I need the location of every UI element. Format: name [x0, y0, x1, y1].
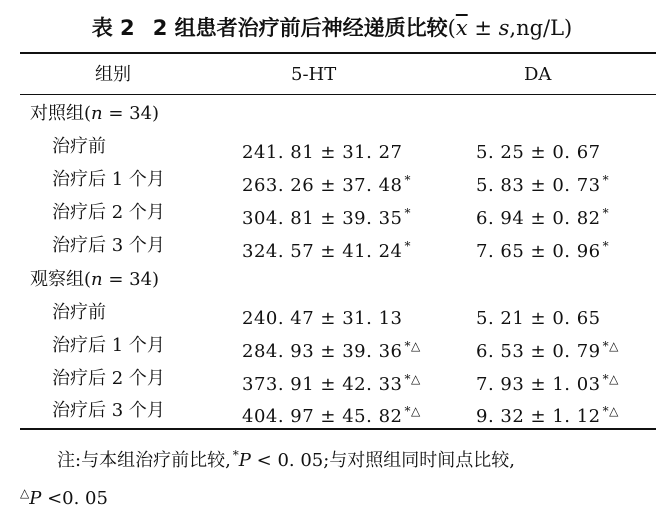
row-label: 治疗前 [52, 136, 106, 157]
significance-mark: *△ [404, 404, 421, 418]
value-da: 5. 21 ± 0. 65 [476, 308, 601, 329]
group-label-control: 对照组(n = 34) [30, 103, 160, 124]
sd-symbol: s [498, 16, 510, 40]
mean-symbol: $\overline{x}$ [455, 16, 468, 40]
significance-mark: *△ [602, 339, 619, 353]
value-5ht: 304. 81 ± 39. 35 * [242, 206, 411, 229]
table-number: 表 2 [91, 16, 135, 40]
significance-mark: *△ [602, 372, 619, 386]
note-triangle: △ [20, 486, 30, 500]
plus-minus: ± [467, 16, 499, 40]
significance-mark: * [404, 239, 411, 253]
table-note-line1: 注:与本组治疗前比较, *P < 0. 05;与对照组同时间点比较, [57, 448, 516, 471]
note-star: * [232, 448, 239, 462]
significance-mark: * [404, 206, 411, 220]
value-da: 7. 65 ± 0. 96 * [476, 239, 610, 262]
row-label: 治疗后 2 个月 [52, 202, 165, 223]
significance-mark: * [602, 239, 610, 253]
row-label: 治疗后 3 个月 [52, 400, 165, 421]
row-label: 治疗后 3 个月 [52, 235, 165, 256]
header-da: DA [524, 64, 552, 85]
header-group: 组别 [95, 64, 131, 85]
value-da: 6. 53 ± 0. 79 *△ [476, 339, 619, 362]
significance-mark: *△ [602, 404, 619, 418]
table-note-line2: △P <0. 05 [20, 486, 108, 509]
unit-text: ,ng/L) [509, 16, 573, 40]
value-da: 6. 94 ± 0. 82 * [476, 206, 610, 229]
value-da: 5. 83 ± 0. 73 * [476, 173, 610, 196]
value-5ht: 324. 57 ± 41. 24 * [242, 239, 411, 262]
table-title: 2 组患者治疗前后神经递质比较 [152, 16, 448, 40]
row-label: 治疗前 [52, 302, 106, 323]
significance-mark: *△ [404, 339, 421, 353]
value-5ht: 241. 81 ± 31. 27 [242, 142, 403, 163]
value-5ht: 263. 26 ± 37. 48 * [242, 173, 411, 196]
value-5ht: 373. 91 ± 42. 33 *△ [242, 372, 421, 395]
row-label: 治疗后 2 个月 [52, 368, 165, 389]
value-5ht: 404. 97 ± 45. 82 *△ [242, 404, 421, 427]
significance-mark: *△ [404, 372, 421, 386]
value-da: 9. 32 ± 1. 12 *△ [476, 404, 619, 427]
significance-mark: * [602, 206, 610, 220]
header-5ht: 5-HT [291, 64, 337, 85]
group-label-observation: 观察组(n = 34) [30, 269, 160, 290]
value-da: 7. 93 ± 1. 03 *△ [476, 372, 619, 395]
unit-open: ( [447, 16, 456, 40]
significance-mark: * [602, 173, 610, 187]
value-5ht: 240. 47 ± 31. 13 [242, 308, 403, 329]
significance-mark: * [404, 173, 411, 187]
value-da: 5. 25 ± 0. 67 [476, 142, 601, 163]
value-5ht: 284. 93 ± 39. 36 *△ [242, 339, 421, 362]
row-label: 治疗后 1 个月 [52, 335, 165, 356]
row-label: 治疗后 1 个月 [52, 169, 165, 190]
